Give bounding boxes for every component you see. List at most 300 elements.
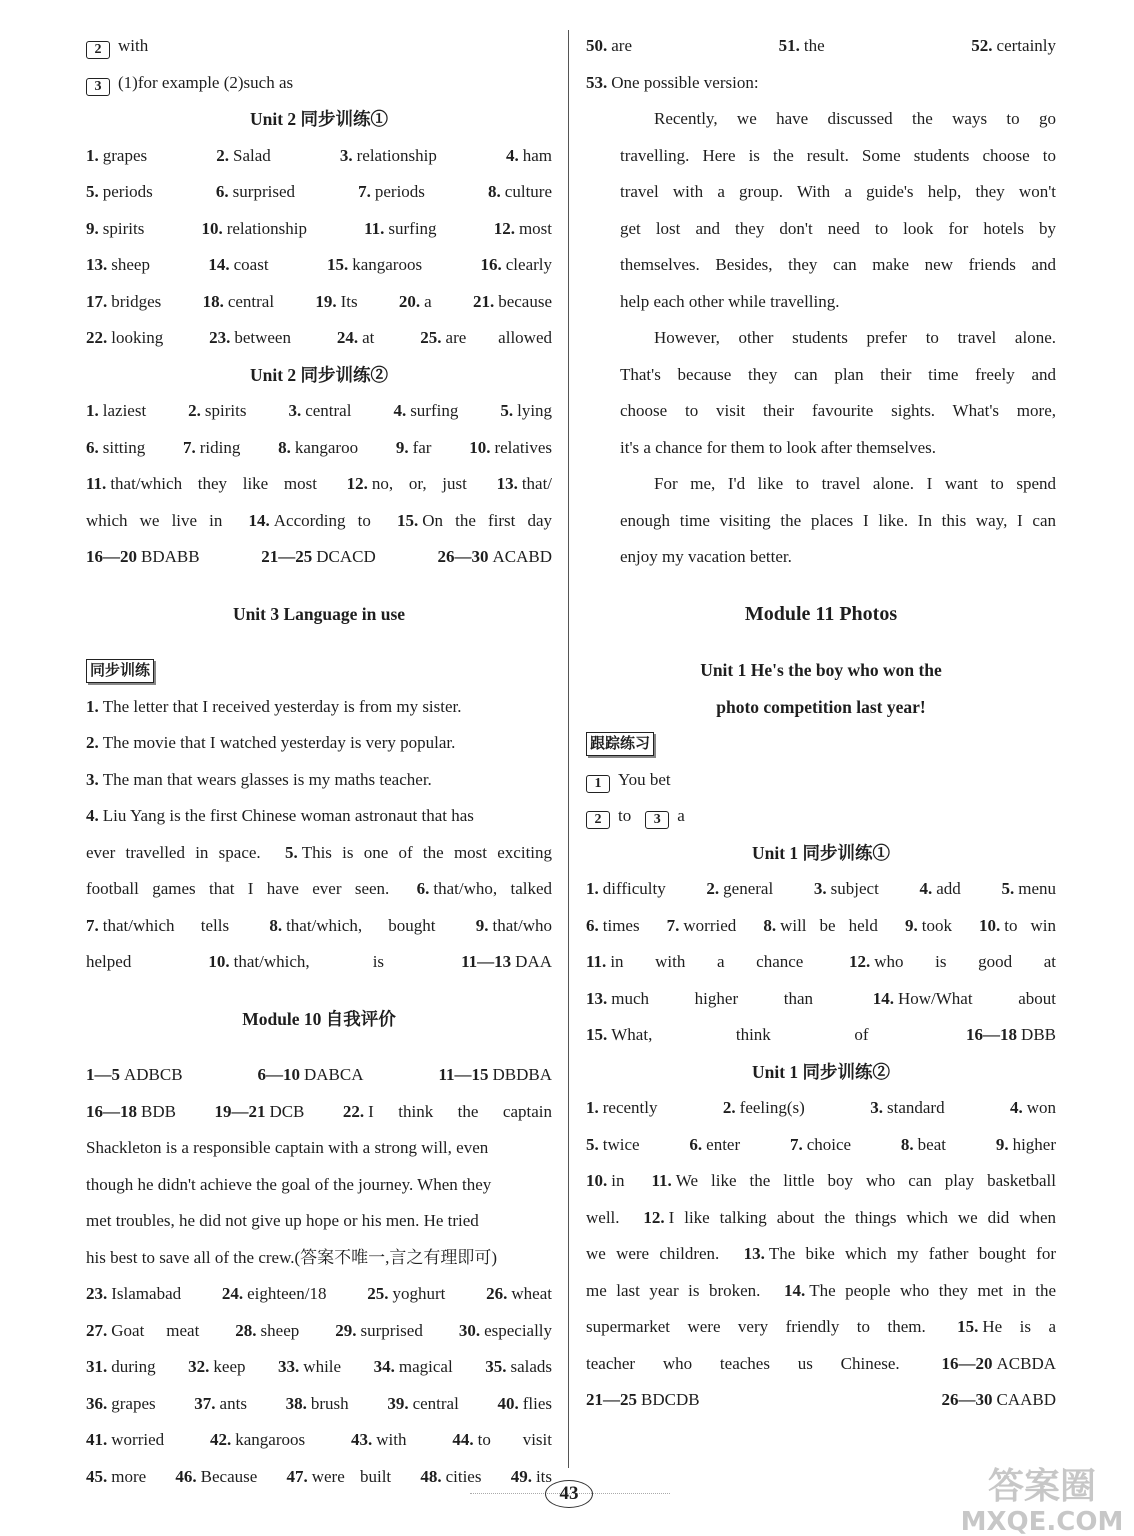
question-number: 3. xyxy=(813,879,827,898)
answer-text: his best to save all of the crew.(答案不唯一,言之有理即可) xyxy=(86,1247,498,1267)
answer-line xyxy=(86,1130,552,1167)
question-number: 4. xyxy=(1010,1098,1023,1117)
answer-item xyxy=(473,292,552,311)
answer-item xyxy=(689,1135,740,1154)
answer-text: ants xyxy=(219,1393,247,1413)
answer-item xyxy=(397,511,552,530)
question-number: 43. xyxy=(351,1430,373,1449)
question-number: 9. xyxy=(904,915,918,935)
answer-text: The bike which my father bought for xyxy=(768,1244,1056,1263)
answer-line xyxy=(586,1127,1056,1164)
question-box-number: 1 xyxy=(586,775,610,793)
answer-item xyxy=(586,989,813,1008)
answer-item xyxy=(86,474,317,493)
answer-text: teacher who teaches us Chinese. xyxy=(586,1353,900,1373)
answer-item xyxy=(500,401,552,420)
essay-text: travelling. Here is the result. Some students choose to xyxy=(620,145,1056,165)
question-number: 24. xyxy=(336,328,359,347)
answer-item xyxy=(201,219,307,238)
answer-item xyxy=(763,916,878,935)
answer-item xyxy=(476,916,552,935)
left-column xyxy=(86,28,552,1486)
question-number: 10. xyxy=(979,915,1001,935)
answer-item xyxy=(222,1284,327,1303)
column-divider xyxy=(568,30,569,1468)
answer-text: Liu Yang is the first Chinese woman astronaut that has xyxy=(102,806,474,825)
answer-item xyxy=(488,182,552,201)
answer-text: during xyxy=(111,1357,156,1376)
answer-text: menu xyxy=(1018,879,1056,898)
answer-text: will be held xyxy=(780,915,878,935)
answer-line xyxy=(86,1386,552,1423)
answer-item xyxy=(494,219,552,238)
question-number: 12. xyxy=(848,952,871,971)
answer-text: a xyxy=(424,291,432,311)
question-number: 14. xyxy=(248,510,270,530)
answer-line xyxy=(86,1094,552,1131)
answer-item xyxy=(586,1098,658,1117)
question-number: 6—10 xyxy=(257,1065,300,1084)
answer-item xyxy=(347,474,467,493)
answer-line xyxy=(86,1203,552,1240)
answer-item xyxy=(469,438,552,457)
answer-text: kangaroos xyxy=(352,255,423,274)
answer-item xyxy=(210,1430,305,1449)
section-heading: Unit 2 同步训练② xyxy=(249,364,389,385)
answer-item xyxy=(586,1135,640,1154)
question-number: 39. xyxy=(387,1393,409,1413)
answer-line xyxy=(586,1017,1056,1054)
question-number: 27. xyxy=(86,1320,108,1340)
answer-item xyxy=(340,146,437,165)
question-number: 5. xyxy=(586,1134,599,1154)
answer-item xyxy=(249,511,371,530)
essay-line xyxy=(586,174,1056,211)
essay-line xyxy=(586,211,1056,248)
question-number: 9. xyxy=(395,437,409,457)
answer-text: BDABB xyxy=(141,547,200,566)
question-number: 23. xyxy=(209,328,231,347)
answer-text: DABCA xyxy=(304,1065,364,1084)
question-number: 35. xyxy=(485,1357,507,1376)
answer-line xyxy=(86,1349,552,1386)
question-number: 11. xyxy=(86,474,107,493)
answer-line xyxy=(86,1057,552,1094)
question-number: 1. xyxy=(86,145,99,165)
answer-item xyxy=(920,879,961,898)
answer-item xyxy=(452,1430,552,1449)
answer-item xyxy=(216,182,295,201)
answer-text: that/who, talked xyxy=(433,879,552,898)
essay-text: themselves. Besides, they can make new friends and xyxy=(620,255,1056,274)
essay-line xyxy=(586,430,1056,467)
answer-text: Goat meat xyxy=(111,1320,200,1340)
question-number: 41. xyxy=(86,1430,108,1449)
question-number: 13. xyxy=(86,255,108,274)
answer-text: to win xyxy=(1004,915,1056,935)
essay-text: help each other while travelling. xyxy=(620,291,840,311)
question-number: 23. xyxy=(86,1284,108,1303)
answer-item xyxy=(208,255,268,274)
answer-item xyxy=(86,328,163,347)
answer-text: kangaroos xyxy=(235,1430,306,1449)
question-number: 16—20 xyxy=(86,547,137,566)
boxed-answer-line xyxy=(86,28,552,65)
answer-item xyxy=(86,843,261,862)
answer-item xyxy=(285,843,552,862)
answer-item xyxy=(278,1357,341,1376)
answer-text: DAA xyxy=(515,952,552,971)
question-number: 6. xyxy=(586,915,599,935)
question-number: 4. xyxy=(393,401,407,420)
answer-item xyxy=(651,1171,1056,1190)
question-number: 15. xyxy=(326,255,349,274)
question-number: 9. xyxy=(995,1134,1009,1154)
answer-text: relationship xyxy=(226,218,307,238)
question-box-number: 3 xyxy=(645,811,669,829)
question-number: 18. xyxy=(202,291,224,311)
section-heading: Module 11 Photos xyxy=(744,602,898,625)
section-tag: 同步训练 xyxy=(86,659,154,683)
answer-text: The letter that I received yesterday is from my sister. xyxy=(102,696,462,716)
essay-line xyxy=(586,466,1056,503)
answer-item xyxy=(1010,1098,1056,1117)
question-number: 48. xyxy=(420,1466,442,1486)
answer-text: higher xyxy=(1012,1134,1056,1154)
answer-text: I like talking about the things which we did when xyxy=(668,1207,1056,1227)
question-number: 37. xyxy=(194,1393,216,1413)
question-number: 47. xyxy=(286,1466,308,1486)
answer-item xyxy=(288,401,351,420)
answer-text: subject xyxy=(830,879,879,898)
answer-item xyxy=(364,219,436,238)
answer-item xyxy=(586,916,640,935)
answer-text: far xyxy=(412,437,432,457)
answer-text: the xyxy=(803,36,825,55)
answer-line xyxy=(586,981,1056,1018)
answer-text: though he didn't achieve the goal of the journey. When they xyxy=(86,1174,492,1194)
answer-text: in with a chance xyxy=(610,952,804,971)
answer-text: ever travelled in space. xyxy=(86,842,261,862)
question-number: 17. xyxy=(86,291,108,311)
answer-item xyxy=(269,916,435,935)
answer-text: DCACD xyxy=(316,547,376,566)
question-number: 14. xyxy=(208,255,230,274)
right-column xyxy=(586,28,1056,1466)
answer-item xyxy=(941,1390,1056,1409)
answer-item xyxy=(286,1467,391,1486)
essay-line xyxy=(586,247,1056,284)
answer-item xyxy=(86,806,474,825)
spacer xyxy=(86,576,552,596)
answer-text: more xyxy=(111,1466,147,1486)
question-number: 16—20 xyxy=(941,1353,993,1373)
question-number: 38. xyxy=(285,1393,307,1413)
answer-text: took xyxy=(921,915,952,935)
answer-line xyxy=(86,725,552,762)
answer-line xyxy=(586,1236,1056,1273)
answer-line xyxy=(86,320,552,357)
answer-text: add xyxy=(936,879,961,898)
answer-line xyxy=(586,1346,1056,1383)
question-number: 15. xyxy=(957,1317,979,1336)
answer-line xyxy=(586,28,1056,65)
answer-item xyxy=(86,1357,156,1376)
answer-text: central xyxy=(412,1393,459,1413)
answer-line xyxy=(86,1240,552,1277)
answer-text: enter xyxy=(706,1134,741,1154)
answer-text: met troubles, he did not give up hope or his men. He tried xyxy=(86,1211,479,1230)
essay-text: However, other students prefer to travel alone. xyxy=(654,328,1056,347)
answer-text: feeling(s) xyxy=(739,1098,805,1117)
answer-text: grapes xyxy=(102,145,148,165)
question-number: 9. xyxy=(475,915,489,935)
answer-text: flies xyxy=(522,1393,552,1413)
answer-line xyxy=(86,284,552,321)
answer-line xyxy=(86,1167,552,1204)
answer-line xyxy=(586,1309,1056,1346)
answer-text: coast xyxy=(233,255,269,274)
answer-text: BDCDB xyxy=(641,1390,700,1409)
essay-text: travel with a group. With a guide's help, they won't xyxy=(620,182,1056,201)
answer-line xyxy=(86,944,552,981)
question-number: 24. xyxy=(221,1284,244,1303)
answer-line xyxy=(86,871,552,908)
answer-item xyxy=(586,1171,624,1190)
answer-text: worried xyxy=(683,915,737,935)
answer-text: He is a xyxy=(982,1317,1056,1336)
question-number: 7. xyxy=(358,182,371,201)
answer-text: According to xyxy=(273,510,371,530)
question-number: 29. xyxy=(335,1320,357,1340)
question-number: 40. xyxy=(497,1393,519,1413)
question-number: 12. xyxy=(493,218,515,238)
answer-text: magical xyxy=(398,1357,453,1376)
answer-item xyxy=(461,952,552,971)
answer-text: The movie that I watched yesterday is very popular. xyxy=(102,733,456,752)
answer-item xyxy=(278,438,358,457)
question-number: 11. xyxy=(586,952,607,971)
watermark-text: 答案圈 xyxy=(987,1466,1097,1507)
question-number: 5. xyxy=(284,842,298,862)
answer-text: surprised xyxy=(232,182,295,201)
answer-line xyxy=(86,1459,552,1496)
question-number: 6. xyxy=(689,1134,703,1154)
answer-line xyxy=(86,247,552,284)
answer-line xyxy=(586,1163,1056,1200)
answer-item xyxy=(979,916,1056,935)
answer-text: to visit xyxy=(477,1430,552,1449)
answer-line xyxy=(586,1273,1056,1310)
question-number: 16—18 xyxy=(86,1101,137,1121)
answer-text: lying xyxy=(517,401,552,420)
question-number: 6. xyxy=(416,879,430,898)
answer-text: grapes xyxy=(111,1393,156,1413)
answer-item xyxy=(586,1354,900,1373)
question-number: 5. xyxy=(86,182,99,201)
essay-text: it's a chance for them to look after themselves. xyxy=(620,437,937,457)
answer-line xyxy=(86,430,552,467)
question-number: 15. xyxy=(396,510,419,530)
answer-text: its xyxy=(535,1466,552,1486)
answer-text: keep xyxy=(213,1357,246,1376)
answer-item xyxy=(996,1135,1056,1154)
answer-line xyxy=(86,466,552,503)
answer-text: relationship xyxy=(356,145,437,165)
answer-text: What, think of xyxy=(611,1025,869,1044)
answer-item xyxy=(814,879,879,898)
question-number: 34. xyxy=(373,1357,395,1376)
answer-text: Salad xyxy=(232,145,271,165)
answer-text: that/which, is xyxy=(233,952,385,971)
answer-item xyxy=(86,292,161,311)
answer-text: I think the captain xyxy=(368,1101,552,1121)
answer-text: surprised xyxy=(360,1320,423,1340)
answer-text: because xyxy=(498,291,552,311)
answer-item xyxy=(194,1394,247,1413)
answer-text: well. xyxy=(586,1207,620,1227)
question-box-number: 3 xyxy=(86,78,110,96)
answer-item xyxy=(86,219,144,238)
answer-text: while xyxy=(303,1357,342,1376)
answer-line xyxy=(86,503,552,540)
answer-item xyxy=(358,182,425,201)
answer-item xyxy=(86,1248,497,1267)
answer-item xyxy=(286,1394,349,1413)
answer-item xyxy=(586,73,759,92)
answer-text: that/which, bought xyxy=(286,915,436,935)
answer-item xyxy=(216,146,271,165)
essay-text: For me, I'd like to travel alone. I want to spend xyxy=(654,474,1056,493)
answer-line xyxy=(86,835,552,872)
question-number: 1—5 xyxy=(86,1065,120,1084)
question-number: 1. xyxy=(586,879,599,898)
question-number: 28. xyxy=(235,1320,257,1340)
answer-item xyxy=(374,1357,453,1376)
answer-text: salads xyxy=(510,1357,552,1376)
answer-text: spirits xyxy=(102,218,145,238)
question-number: 21—25 xyxy=(261,547,313,566)
answer-item xyxy=(706,879,773,898)
answer-text: sheep xyxy=(111,255,150,274)
answer-item xyxy=(393,401,458,420)
answer-text: general xyxy=(723,879,774,898)
answer-text: DBB xyxy=(1021,1025,1056,1044)
answer-item xyxy=(208,952,384,971)
question-number: 13. xyxy=(743,1244,765,1263)
section-heading: Unit 1 同步训练① xyxy=(751,842,891,863)
answer-text: football games that I have ever seen. xyxy=(86,879,390,898)
question-number: 11. xyxy=(651,1171,672,1190)
answer-item xyxy=(438,1065,552,1084)
question-number: 30. xyxy=(458,1320,481,1340)
answer-item xyxy=(86,1394,156,1413)
answer-item xyxy=(86,1102,176,1121)
answer-line xyxy=(86,798,552,835)
answer-item xyxy=(86,879,389,898)
answer-text: twice xyxy=(602,1134,640,1154)
answer-text: One possible version: xyxy=(611,72,759,92)
answer-text: (1)for example (2)such as xyxy=(118,72,294,92)
question-number: 2. xyxy=(86,733,99,752)
question-number: 5. xyxy=(1001,879,1015,898)
answer-item xyxy=(784,1281,1056,1300)
question-number: 3. xyxy=(86,769,99,789)
answer-item xyxy=(586,1281,760,1300)
answer-text: central xyxy=(305,401,352,420)
question-number: 16. xyxy=(480,255,502,274)
answer-item xyxy=(367,1284,445,1303)
answer-text: Islamabad xyxy=(111,1284,182,1303)
question-number: 8. xyxy=(278,437,291,457)
question-number: 1. xyxy=(86,401,99,420)
answer-text: that/which they like most xyxy=(110,474,317,493)
answer-item xyxy=(86,255,150,274)
answer-item xyxy=(337,328,375,347)
answer-text: to xyxy=(618,806,632,825)
question-number: 7. xyxy=(666,915,680,935)
section-tag: 跟踪练习 xyxy=(586,732,654,756)
answer-item xyxy=(86,182,153,201)
answer-item xyxy=(497,1394,552,1413)
spacer xyxy=(86,1037,552,1057)
question-number: 1. xyxy=(586,1098,599,1117)
answer-item xyxy=(420,328,552,347)
question-number: 33. xyxy=(278,1357,300,1376)
section-tag-row xyxy=(586,725,1056,762)
question-number: 5. xyxy=(500,401,514,420)
answer-text: Because xyxy=(200,1466,258,1486)
section-heading: Unit 1 同步训练② xyxy=(751,1061,891,1082)
essay-text: get lost and they don't need to look for hotels by xyxy=(620,218,1056,238)
question-number: 8. xyxy=(900,1134,914,1154)
section-heading: Unit 1 He's the boy who won the xyxy=(700,660,942,680)
answer-item xyxy=(586,879,666,898)
question-number: 31. xyxy=(86,1357,108,1376)
answer-line xyxy=(86,138,552,175)
answer-item xyxy=(849,952,1056,971)
question-number: 11—13 xyxy=(461,952,512,971)
answer-text: periods xyxy=(374,182,425,201)
answer-text: beat xyxy=(917,1134,946,1154)
answer-text: are xyxy=(611,36,633,55)
question-number: 21. xyxy=(472,291,495,311)
answer-item xyxy=(966,1025,1056,1044)
answer-item xyxy=(873,989,1056,1008)
answer-item xyxy=(209,328,291,347)
answer-text: culture xyxy=(504,182,552,201)
answer-item xyxy=(744,1244,1056,1263)
question-number: 10. xyxy=(586,1171,608,1190)
question-box-number: 2 xyxy=(86,41,110,59)
question-number: 32. xyxy=(188,1357,210,1376)
answer-text: The man that wears glasses is my maths teacher. xyxy=(102,769,432,789)
answer-line xyxy=(86,908,552,945)
answer-text: at xyxy=(362,328,375,347)
question-number: 22. xyxy=(342,1101,365,1121)
answer-text: wheat xyxy=(511,1284,552,1303)
answer-text: me last year is broken. xyxy=(586,1280,761,1300)
question-number: 3. xyxy=(288,401,302,420)
answer-text: which we live in xyxy=(86,510,223,530)
question-number: 50. xyxy=(586,36,608,55)
question-number: 20. xyxy=(398,291,421,311)
page-number: 43 xyxy=(545,1480,593,1508)
answer-line xyxy=(86,1276,552,1313)
question-number: 44. xyxy=(452,1430,474,1449)
answer-line xyxy=(586,1382,1056,1419)
answer-text: that/ xyxy=(521,474,552,493)
